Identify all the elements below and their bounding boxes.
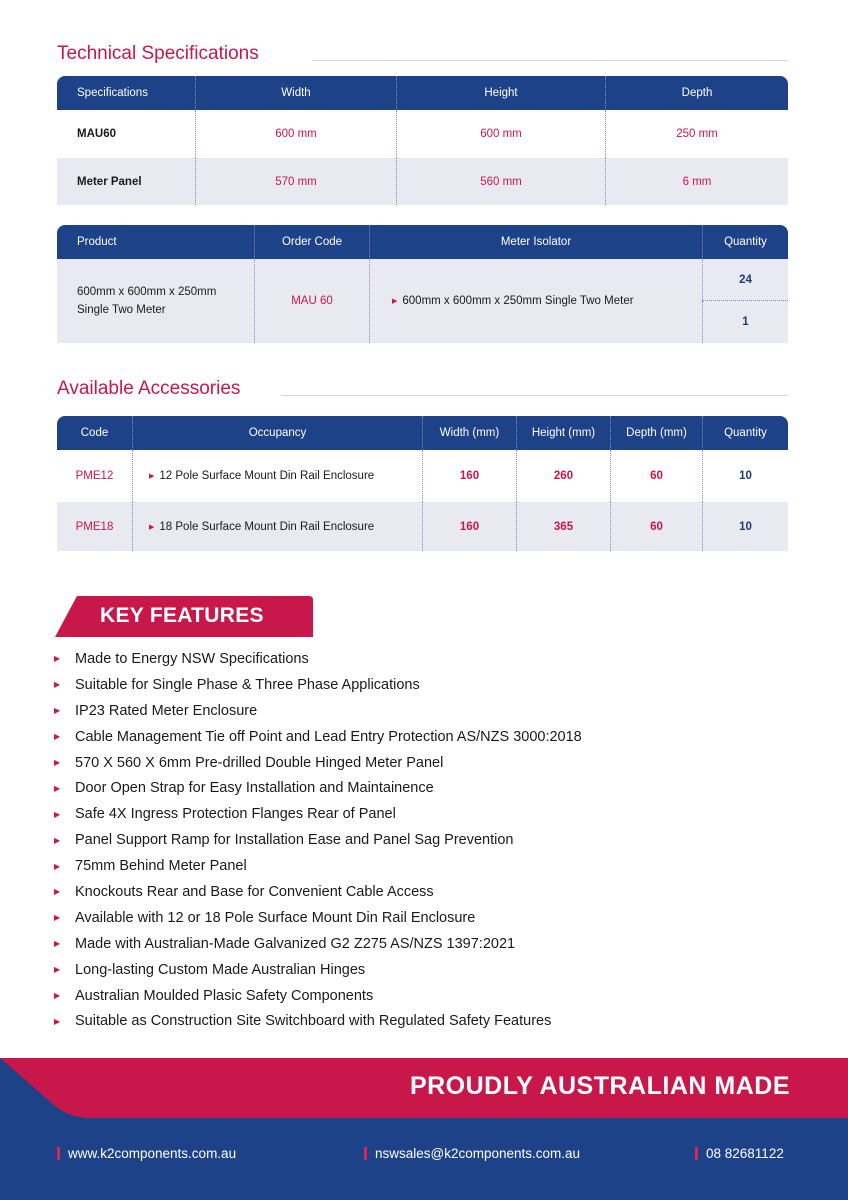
occupancy-text: 12 Pole Surface Mount Din Rail Enclosure bbox=[159, 470, 375, 482]
accessory-code: PME12 bbox=[57, 450, 132, 502]
column-header-product: Product bbox=[57, 225, 254, 259]
accessory-occupancy bbox=[132, 450, 422, 502]
available-accessories-title: Available Accessories bbox=[57, 378, 241, 399]
feature-text: 75mm Behind Meter Panel bbox=[75, 858, 247, 875]
table-row bbox=[57, 259, 788, 301]
feature-text: Cable Management Tie off Point and Lead Entry Protection AS/NZS 3000:2018 bbox=[75, 728, 582, 745]
list-item bbox=[54, 879, 582, 905]
meter-isolator-cell bbox=[369, 259, 702, 343]
table-header-row bbox=[57, 416, 788, 450]
column-header-code: Code bbox=[57, 416, 132, 450]
arrow-right-icon: ▶ bbox=[149, 523, 155, 531]
feature-text: Door Open Strap for Easy Installation and Maintainence bbox=[75, 780, 434, 797]
spec-width: 600 mm bbox=[195, 110, 396, 158]
accessory-depth: 60 bbox=[610, 502, 702, 551]
section-divider bbox=[281, 395, 788, 396]
table-header-row bbox=[57, 225, 788, 259]
column-header-height: Height (mm) bbox=[516, 416, 610, 450]
accessory-height: 260 bbox=[516, 450, 610, 502]
feature-text: Panel Support Ramp for Installation Ease and Panel Sag Prevention bbox=[75, 832, 514, 849]
accessory-quantity: 10 bbox=[702, 450, 788, 502]
bullet-icon: ▶ bbox=[54, 1016, 61, 1026]
marker-bar-icon bbox=[695, 1147, 698, 1160]
bullet-icon: ▶ bbox=[54, 861, 61, 871]
bullet-icon: ▶ bbox=[54, 991, 61, 1001]
bullet-icon: ▶ bbox=[54, 680, 61, 690]
footer-email[interactable] bbox=[364, 1146, 580, 1161]
table-header-row bbox=[57, 76, 788, 110]
column-header-occupancy: Occupancy bbox=[132, 416, 422, 450]
list-item bbox=[54, 646, 582, 672]
feature-text: 570 X 560 X 6mm Pre-drilled Double Hinged Meter Panel bbox=[75, 754, 444, 771]
bullet-icon: ▶ bbox=[54, 706, 61, 716]
feature-text: Australian Moulded Plasic Safety Components bbox=[75, 987, 374, 1004]
footer-tagline: PROUDLY AUSTRALIAN MADE bbox=[409, 1072, 790, 1100]
column-header-width: Width bbox=[195, 76, 396, 110]
product-line-2: Single Two Meter bbox=[77, 304, 166, 316]
bullet-icon: ▶ bbox=[54, 758, 61, 767]
product-line-1: 600mm x 600mm x 250mm bbox=[77, 286, 217, 298]
website-link[interactable]: www.k2components.com.au bbox=[68, 1146, 237, 1161]
bullet-icon: ▶ bbox=[54, 809, 61, 819]
column-header-order-code: Order Code bbox=[254, 225, 369, 259]
bullet-icon: ▶ bbox=[54, 939, 61, 949]
column-header-height: Height bbox=[396, 76, 605, 110]
feature-text: Safe 4X Ingress Protection Flanges Rear of Panel bbox=[75, 806, 396, 823]
bullet-icon: ▶ bbox=[54, 732, 61, 742]
technical-specifications-title: Technical Specifications bbox=[57, 43, 259, 64]
key-features-title: KEY FEATURES bbox=[100, 604, 264, 627]
quantity-value: 1 bbox=[702, 301, 788, 343]
table-row bbox=[57, 502, 788, 551]
spec-depth: 6 mm bbox=[605, 158, 788, 205]
accessory-width: 160 bbox=[422, 502, 516, 551]
list-item bbox=[54, 724, 582, 750]
feature-text: Suitable as Construction Site Switchboard with Regulated Safety Features bbox=[75, 1013, 552, 1030]
list-item bbox=[54, 750, 582, 776]
feature-text: Made to Energy NSW Specifications bbox=[75, 650, 309, 667]
table-row bbox=[57, 450, 788, 502]
list-item bbox=[54, 698, 582, 724]
bullet-icon: ▶ bbox=[54, 913, 61, 923]
occupancy-text: 18 Pole Surface Mount Din Rail Enclosure bbox=[159, 520, 375, 533]
list-item bbox=[54, 853, 582, 879]
list-item bbox=[54, 827, 582, 853]
list-item bbox=[54, 931, 582, 957]
marker-bar-icon bbox=[364, 1147, 367, 1160]
feature-text: Suitable for Single Phase & Three Phase Applications bbox=[75, 676, 420, 693]
column-header-depth: Depth (mm) bbox=[610, 416, 702, 450]
list-item bbox=[54, 957, 582, 983]
order-table bbox=[57, 225, 788, 343]
bullet-icon: ▶ bbox=[54, 654, 61, 664]
spec-depth: 250 mm bbox=[605, 110, 788, 158]
spec-height: 600 mm bbox=[396, 110, 605, 158]
column-header-width: Width (mm) bbox=[422, 416, 516, 450]
column-header-depth: Depth bbox=[605, 76, 788, 110]
feature-text: Long-lasting Custom Made Australian Hinges bbox=[75, 961, 366, 978]
accessory-quantity: 10 bbox=[702, 502, 788, 551]
column-header-quantity: Quantity bbox=[702, 416, 788, 450]
product-description bbox=[57, 259, 254, 343]
feature-text: Knockouts Rear and Base for Convenient Cable Access bbox=[75, 883, 434, 900]
technical-specifications-table bbox=[57, 76, 788, 205]
footer-phone[interactable] bbox=[695, 1146, 784, 1161]
feature-text: Made with Australian-Made Galvanized G2 Z275 AS/NZS 1397:2021 bbox=[75, 935, 516, 952]
accessories-table bbox=[57, 416, 788, 551]
feature-text: IP23 Rated Meter Enclosure bbox=[75, 702, 258, 719]
email-link[interactable]: nswsales@k2components.com.au bbox=[375, 1146, 581, 1161]
list-item bbox=[54, 775, 582, 801]
arrow-right-icon: ▶ bbox=[149, 473, 155, 480]
spec-name: MAU60 bbox=[57, 110, 195, 158]
bullet-icon: ▶ bbox=[54, 887, 61, 897]
accessory-occupancy bbox=[132, 502, 422, 551]
accessory-code: PME18 bbox=[57, 502, 132, 551]
spec-name: Meter Panel bbox=[57, 158, 195, 205]
bullet-icon: ▶ bbox=[54, 783, 61, 793]
feature-text: Available with 12 or 18 Pole Surface Mount Din Rail Enclosure bbox=[75, 909, 476, 926]
table-row bbox=[57, 158, 788, 205]
quantity-value: 24 bbox=[702, 259, 788, 301]
spec-width: 570 mm bbox=[195, 158, 396, 205]
key-features-list bbox=[54, 646, 582, 1034]
arrow-right-icon: ▶ bbox=[392, 298, 398, 305]
accessory-width: 160 bbox=[422, 450, 516, 502]
column-header-specifications: Specifications bbox=[57, 76, 195, 110]
column-header-quantity: Quantity bbox=[702, 225, 788, 259]
spec-height: 560 mm bbox=[396, 158, 605, 205]
list-item bbox=[54, 672, 582, 698]
accessory-height: 365 bbox=[516, 502, 610, 551]
list-item bbox=[54, 905, 582, 931]
phone-link[interactable]: 08 82681122 bbox=[706, 1146, 784, 1161]
list-item bbox=[54, 801, 582, 827]
bullet-icon: ▶ bbox=[54, 965, 61, 975]
footer-website[interactable] bbox=[57, 1146, 236, 1161]
order-code: MAU 60 bbox=[254, 259, 369, 343]
bullet-icon: ▶ bbox=[54, 835, 61, 845]
accessory-depth: 60 bbox=[610, 450, 702, 502]
marker-bar-icon bbox=[57, 1147, 60, 1160]
table-row bbox=[57, 110, 788, 158]
list-item bbox=[54, 983, 582, 1009]
list-item bbox=[54, 1008, 582, 1034]
section-divider bbox=[312, 60, 788, 61]
column-header-meter-isolator: Meter Isolator bbox=[369, 225, 702, 259]
meter-isolator-text: 600mm x 600mm x 250mm Single Two Meter bbox=[402, 295, 634, 307]
